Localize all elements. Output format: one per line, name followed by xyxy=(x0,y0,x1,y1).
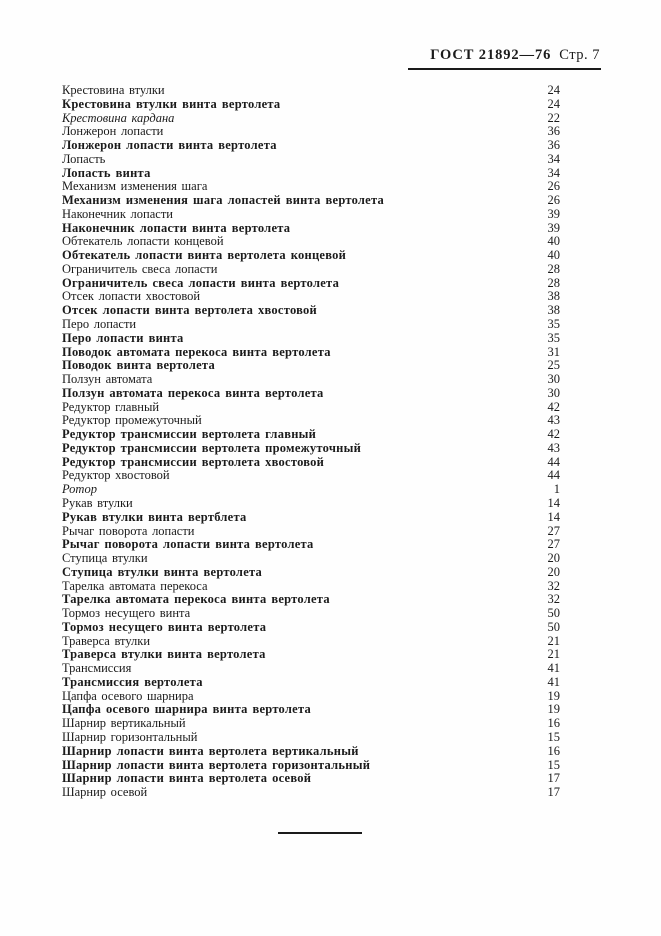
page-number: 14 xyxy=(547,495,560,510)
term-text: Редуктор хвостовой xyxy=(62,468,170,483)
page-number: 16 xyxy=(547,743,560,758)
term-text: Рукав втулки винта вертблета xyxy=(62,509,247,524)
page-number: 17 xyxy=(547,771,560,786)
page-number: 32 xyxy=(547,592,560,607)
term-text: Шарнир осевой xyxy=(62,785,148,800)
term-text: Механизм изменения шага xyxy=(62,179,208,194)
page-number: 19 xyxy=(547,688,560,703)
index-entry-row xyxy=(62,648,560,662)
index-entry-row xyxy=(62,153,560,167)
term-text: Тарелка автомата перекоса xyxy=(62,578,208,593)
index-entry-row xyxy=(62,456,560,470)
index-entry-row xyxy=(62,139,560,153)
term-text: Тормоз несущего винта вертолета xyxy=(62,619,267,634)
alphabetical-index-list xyxy=(62,84,560,800)
index-entry-row xyxy=(62,731,560,745)
page-number: 28 xyxy=(547,261,560,276)
index-entry-row xyxy=(62,607,560,621)
page-number: 17 xyxy=(547,785,560,800)
term-text: Ротор xyxy=(62,482,97,497)
index-entry-row xyxy=(62,745,560,759)
page-number: 16 xyxy=(547,716,560,731)
page-number: 42 xyxy=(547,427,560,442)
page-number: 39 xyxy=(547,220,560,235)
term-text: Ступица втулки xyxy=(62,551,148,566)
term-text: Рычаг поворота лопасти xyxy=(62,523,195,538)
page-number: 21 xyxy=(547,647,560,662)
index-entry-row xyxy=(62,346,560,360)
index-entry-row xyxy=(62,387,560,401)
index-entry-row xyxy=(62,125,560,139)
term-text: Перо лопасти xyxy=(62,317,137,332)
index-entry-row xyxy=(62,483,560,497)
index-entry-row xyxy=(62,635,560,649)
page-number: 27 xyxy=(547,537,560,552)
index-entry-row xyxy=(62,373,560,387)
index-entry-row xyxy=(62,580,560,594)
index-entry-row xyxy=(62,318,560,332)
term-text: Ограничитель свеса лопасти винта вертолета xyxy=(62,275,340,290)
header-rule xyxy=(408,68,601,70)
index-entry-row xyxy=(62,401,560,415)
page-number: 42 xyxy=(547,399,560,414)
page-number: 31 xyxy=(547,344,560,359)
term-text: Механизм изменения шага лопастей винта вертолета xyxy=(62,193,385,208)
index-entry-row xyxy=(62,525,560,539)
term-text: Поводок винта вертолета xyxy=(62,358,215,373)
term-text: Отсек лопасти хвостовой xyxy=(62,289,201,304)
page-number: 30 xyxy=(547,372,560,387)
term-text: Крестовина кардана xyxy=(62,110,175,125)
page-number: 28 xyxy=(547,275,560,290)
index-entry-row xyxy=(62,511,560,525)
term-text: Крестовина втулки xyxy=(62,83,165,97)
index-entry-row xyxy=(62,332,560,346)
page-number: 26 xyxy=(547,179,560,194)
page-number: 14 xyxy=(547,509,560,524)
index-entry-row xyxy=(62,690,560,704)
page-number: 50 xyxy=(547,606,560,621)
term-text: Цапфа осевого шарнира xyxy=(62,688,194,703)
page-number: 41 xyxy=(547,674,560,689)
page-header xyxy=(0,47,600,64)
page-number: 15 xyxy=(547,757,560,772)
index-entry-row xyxy=(62,359,560,373)
term-text: Траверса втулки винта вертолета xyxy=(62,647,266,662)
page-number: 20 xyxy=(547,564,560,579)
page-number: 44 xyxy=(547,468,560,483)
term-text: Траверса втулки xyxy=(62,633,151,648)
page-number: 24 xyxy=(547,83,560,97)
page-number: 40 xyxy=(547,248,560,263)
term-text: Редуктор трансмиссии вертолета промежуточный xyxy=(62,440,362,455)
page-number: 44 xyxy=(547,454,560,469)
index-entry-row xyxy=(62,593,560,607)
index-entry-row xyxy=(62,98,560,112)
term-text: Тормоз несущего винта xyxy=(62,606,191,621)
term-text: Редуктор промежуточный xyxy=(62,413,202,428)
term-text: Ползун автомата перекоса винта вертолета xyxy=(62,385,324,400)
term-text: Трансмиссия вертолета xyxy=(62,674,203,689)
term-text: Ползун автомата xyxy=(62,372,153,387)
term-text: Наконечник лопасти xyxy=(62,206,173,221)
index-entry-row xyxy=(62,442,560,456)
page-label: Стр. 7 xyxy=(559,47,600,63)
term-text: Ограничитель свеса лопасти xyxy=(62,261,218,276)
standard-number: ГОСТ 21892—76 xyxy=(430,47,552,63)
page-number: 41 xyxy=(547,661,560,676)
index-entry-row xyxy=(62,249,560,263)
term-text: Шарнир лопасти винта вертолета осевой xyxy=(62,771,312,786)
index-entry-row xyxy=(62,263,560,277)
index-entry-row xyxy=(62,112,560,126)
term-text: Лонжерон лопасти винта вертолета xyxy=(62,138,277,153)
index-entry-row xyxy=(62,538,560,552)
term-text: Лопасть винта xyxy=(62,165,151,180)
index-entry-row xyxy=(62,497,560,511)
page-number: 36 xyxy=(547,124,560,139)
index-entry-row xyxy=(62,304,560,318)
index-entry-row xyxy=(62,414,560,428)
term-text: Редуктор главный xyxy=(62,399,160,414)
term-text: Крестовина втулки винта вертолета xyxy=(62,96,281,111)
index-entry-row xyxy=(62,676,560,690)
index-entry-row xyxy=(62,194,560,208)
index-entry-row xyxy=(62,703,560,717)
page-number: 19 xyxy=(547,702,560,717)
term-text: Редуктор трансмиссии вертолета хвостовой xyxy=(62,454,325,469)
index-entry-row xyxy=(62,167,560,181)
index-entry-row xyxy=(62,428,560,442)
index-entry-row xyxy=(62,786,560,800)
page-number: 27 xyxy=(547,523,560,538)
page-number: 38 xyxy=(547,289,560,304)
page-number: 15 xyxy=(547,729,560,744)
end-of-section-rule xyxy=(278,832,362,834)
index-entry-row xyxy=(62,566,560,580)
index-entry-row xyxy=(62,772,560,786)
index-entry-row xyxy=(62,759,560,773)
index-entry-row xyxy=(62,717,560,731)
page-number: 40 xyxy=(547,234,560,249)
index-entry-row xyxy=(62,84,560,98)
index-entry-row xyxy=(62,469,560,483)
term-text: Шарнир горизонтальный xyxy=(62,729,198,744)
page-number: 39 xyxy=(547,206,560,221)
page-number: 21 xyxy=(547,633,560,648)
page-number: 43 xyxy=(547,413,560,428)
index-entry-row xyxy=(62,180,560,194)
page-number: 35 xyxy=(547,317,560,332)
index-entry-row xyxy=(62,290,560,304)
term-text: Редуктор трансмиссии вертолета главный xyxy=(62,427,317,442)
term-text: Лопасть xyxy=(62,151,106,166)
page-number: 22 xyxy=(547,110,560,125)
term-text: Ступица втулки винта вертолета xyxy=(62,564,263,579)
term-text: Наконечник лопасти винта вертолета xyxy=(62,220,291,235)
page-number: 36 xyxy=(547,138,560,153)
term-text: Поводок автомата перекоса винта вертолета xyxy=(62,344,331,359)
term-text: Шарнир вертикальный xyxy=(62,716,186,731)
term-text: Цапфа осевого шарнира винта вертолета xyxy=(62,702,311,717)
page-number: 38 xyxy=(547,303,560,318)
page-number: 43 xyxy=(547,440,560,455)
index-entry-row xyxy=(62,235,560,249)
page-number: 20 xyxy=(547,551,560,566)
index-entry-row xyxy=(62,621,560,635)
index-entry-row xyxy=(62,552,560,566)
term-text: Лонжерон лопасти xyxy=(62,124,164,139)
index-entry-row xyxy=(62,222,560,236)
page-number: 26 xyxy=(547,193,560,208)
term-text: Шарнир лопасти винта вертолета вертикальный xyxy=(62,743,359,758)
term-text: Тарелка автомата перекоса винта вертолета xyxy=(62,592,330,607)
term-text: Перо лопасти винта xyxy=(62,330,184,345)
index-entry-row xyxy=(62,208,560,222)
page-number: 35 xyxy=(547,330,560,345)
page-number: 1 xyxy=(553,482,560,497)
page-number: 24 xyxy=(547,96,560,111)
index-entry-row xyxy=(62,662,560,676)
page-number: 34 xyxy=(547,165,560,180)
term-text: Шарнир лопасти винта вертолета горизонтальный xyxy=(62,757,371,772)
page-number: 30 xyxy=(547,385,560,400)
index-entry-row xyxy=(62,277,560,291)
page-number: 25 xyxy=(547,358,560,373)
term-text: Рычаг поворота лопасти винта вертолета xyxy=(62,537,314,552)
page-number: 34 xyxy=(547,151,560,166)
term-text: Трансмиссия xyxy=(62,661,132,676)
page-number: 32 xyxy=(547,578,560,593)
term-text: Отсек лопасти винта вертолета хвостовой xyxy=(62,303,318,318)
term-text: Обтекатель лопасти винта вертолета концевой xyxy=(62,248,347,263)
term-text: Рукав втулки xyxy=(62,495,133,510)
page-number: 50 xyxy=(547,619,560,634)
term-text: Обтекатель лопасти концевой xyxy=(62,234,224,249)
